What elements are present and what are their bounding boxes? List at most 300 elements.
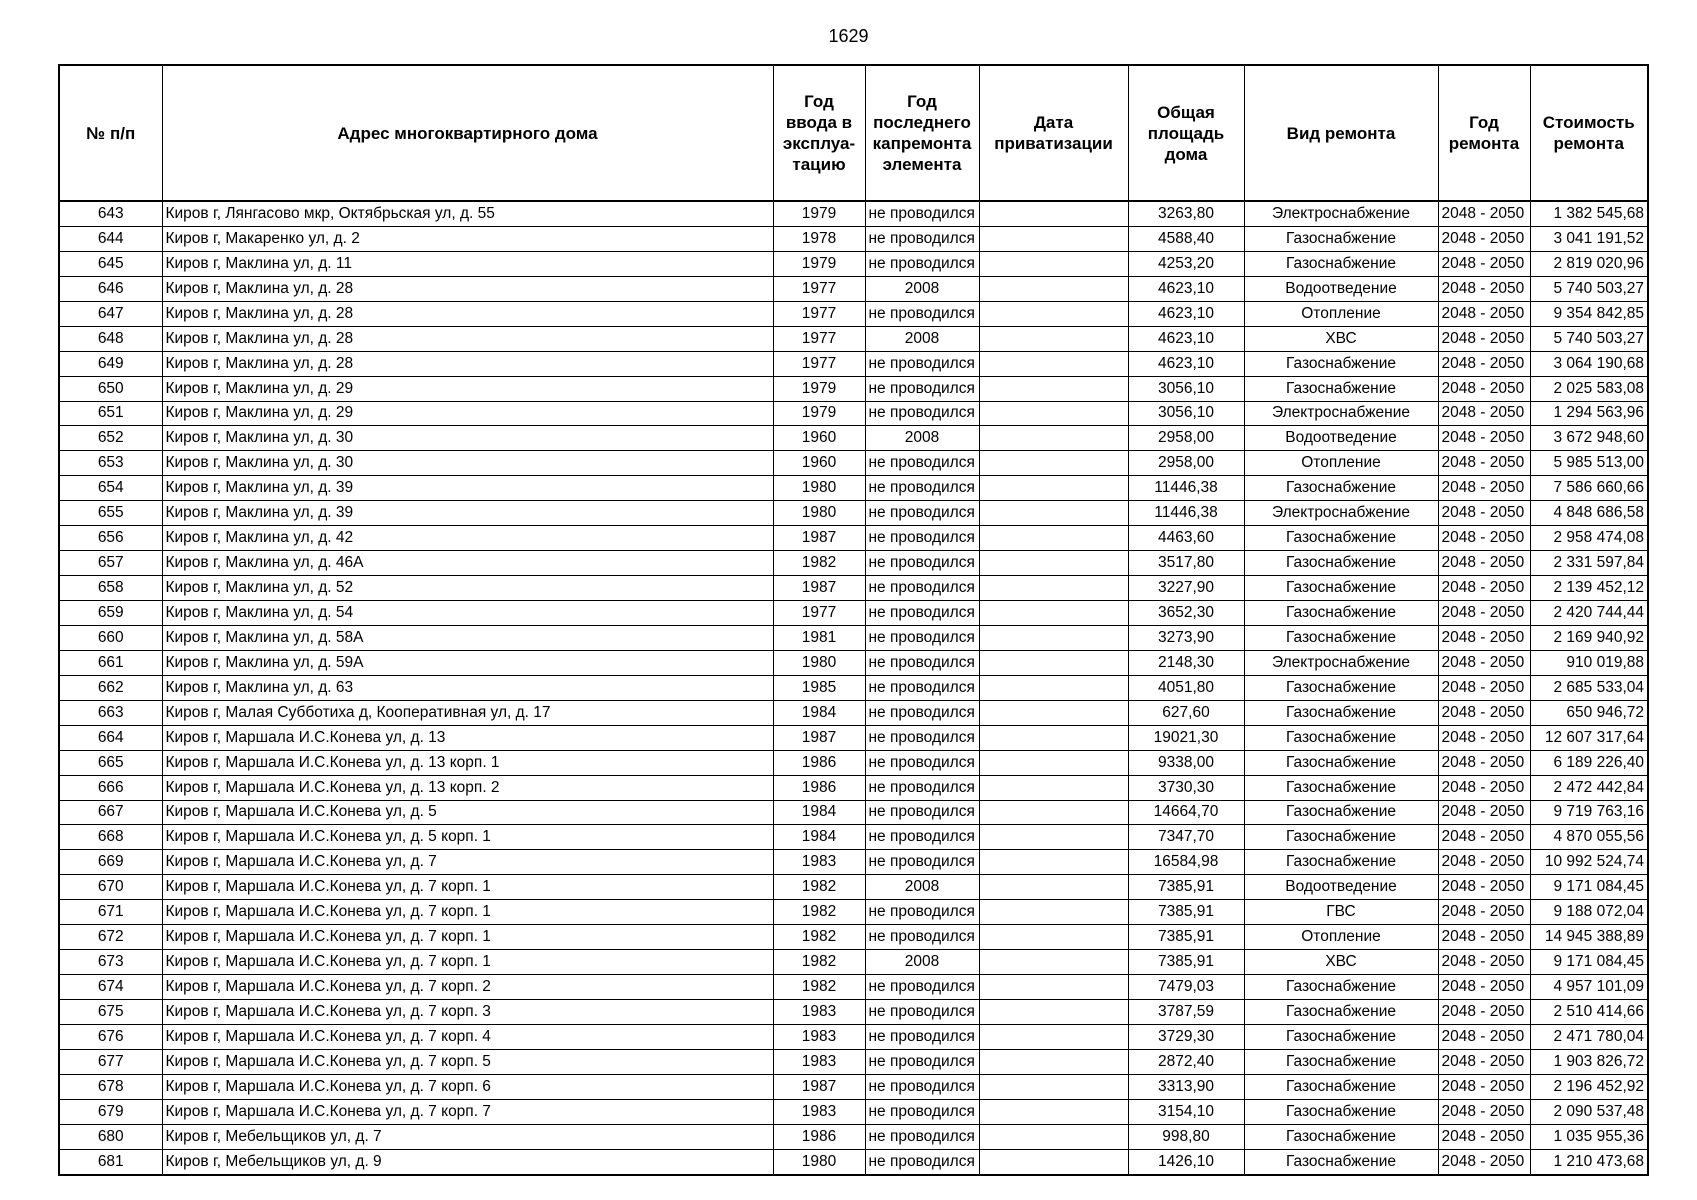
cell-year-built: 1977 xyxy=(773,301,865,326)
last-repair-year: 2008 xyxy=(904,279,940,297)
cell-area: 3729,30 xyxy=(1128,1024,1244,1049)
table-row xyxy=(59,376,1648,401)
cell-num: 669 xyxy=(59,850,162,875)
cell-num: 675 xyxy=(59,1000,162,1025)
cell-privatization xyxy=(979,1049,1128,1074)
cell-address: Киров г, Маклина ул, д. 46А xyxy=(162,551,773,576)
cell-address: Киров г, Мебельщиков ул, д. 7 xyxy=(162,1124,773,1149)
cell-last-repair: не проводился xyxy=(865,650,979,675)
cell-last-repair: не проводился xyxy=(865,800,979,825)
cell-repair-type: Газоснабжение xyxy=(1244,1024,1438,1049)
cell-num: 680 xyxy=(59,1124,162,1149)
cell-num: 646 xyxy=(59,276,162,301)
cell-cost: 3 064 190,68 xyxy=(1530,351,1648,376)
table-row xyxy=(59,650,1648,675)
cell-num: 662 xyxy=(59,675,162,700)
cell-year-built: 1981 xyxy=(773,625,865,650)
cell-cost: 5 740 503,27 xyxy=(1530,276,1648,301)
cell-year-built: 1986 xyxy=(773,775,865,800)
cell-area: 14664,70 xyxy=(1128,800,1244,825)
table-header-row xyxy=(59,65,1648,201)
cell-year-built: 1982 xyxy=(773,900,865,925)
cell-area: 3652,30 xyxy=(1128,601,1244,626)
cell-privatization xyxy=(979,201,1128,226)
cell-area: 4623,10 xyxy=(1128,276,1244,301)
cell-year-built: 1979 xyxy=(773,251,865,276)
table-row xyxy=(59,775,1648,800)
cell-area: 3313,90 xyxy=(1128,1074,1244,1099)
cell-cost: 1 210 473,68 xyxy=(1530,1149,1648,1174)
cell-last-repair: не проводился xyxy=(865,201,979,226)
cell-repair-year: 2048 - 2050 xyxy=(1438,1074,1530,1099)
cell-privatization xyxy=(979,700,1128,725)
table-row xyxy=(59,251,1648,276)
cell-cost: 2 331 597,84 xyxy=(1530,551,1648,576)
cell-repair-year: 2048 - 2050 xyxy=(1438,1124,1530,1149)
cell-repair-type: ХВС xyxy=(1244,950,1438,975)
table-row xyxy=(59,301,1648,326)
cell-num: 649 xyxy=(59,351,162,376)
cell-repair-type: Газоснабжение xyxy=(1244,1099,1438,1124)
cell-last-repair xyxy=(865,950,979,975)
cell-repair-year: 2048 - 2050 xyxy=(1438,276,1530,301)
cell-area: 2958,00 xyxy=(1128,451,1244,476)
cell-num: 677 xyxy=(59,1049,162,1074)
cell-last-repair: не проводился xyxy=(865,1149,979,1174)
cell-address: Киров г, Маршала И.С.Конева ул, д. 5 корп. 1 xyxy=(162,825,773,850)
cell-repair-type: Газоснабжение xyxy=(1244,251,1438,276)
cell-last-repair: не проводился xyxy=(865,526,979,551)
header-area: Общая площадь дома xyxy=(1128,65,1244,201)
cell-privatization xyxy=(979,226,1128,251)
cell-repair-type: Газоснабжение xyxy=(1244,775,1438,800)
cell-last-repair: не проводился xyxy=(865,476,979,501)
cell-num: 663 xyxy=(59,700,162,725)
cell-repair-type: Газоснабжение xyxy=(1244,376,1438,401)
cell-repair-year: 2048 - 2050 xyxy=(1438,326,1530,351)
cell-area: 627,60 xyxy=(1128,700,1244,725)
cell-address: Киров г, Маклина ул, д. 28 xyxy=(162,301,773,326)
cell-privatization xyxy=(979,376,1128,401)
cell-privatization xyxy=(979,501,1128,526)
cell-repair-year: 2048 - 2050 xyxy=(1438,201,1530,226)
table-row xyxy=(59,401,1648,426)
cell-privatization xyxy=(979,950,1128,975)
cell-address: Киров г, Маршала И.С.Конева ул, д. 7 корп. 7 xyxy=(162,1099,773,1124)
table-row xyxy=(59,825,1648,850)
cell-last-repair: не проводился xyxy=(865,850,979,875)
cell-num: 679 xyxy=(59,1099,162,1124)
cell-area: 4253,20 xyxy=(1128,251,1244,276)
cell-area: 4623,10 xyxy=(1128,301,1244,326)
table-row xyxy=(59,925,1648,950)
cell-repair-type: Газоснабжение xyxy=(1244,351,1438,376)
cell-area: 3787,59 xyxy=(1128,1000,1244,1025)
last-repair-year: 2008 xyxy=(904,329,940,347)
table-row xyxy=(59,1149,1648,1174)
cell-repair-year: 2048 - 2050 xyxy=(1438,1149,1530,1174)
cell-num: 668 xyxy=(59,825,162,850)
cell-year-built: 1986 xyxy=(773,750,865,775)
repair-table xyxy=(58,64,1649,1176)
cell-repair-year: 2048 - 2050 xyxy=(1438,700,1530,725)
cell-cost: 4 870 055,56 xyxy=(1530,825,1648,850)
cell-address: Киров г, Маклина ул, д. 29 xyxy=(162,401,773,426)
cell-last-repair xyxy=(865,426,979,451)
cell-repair-year: 2048 - 2050 xyxy=(1438,1049,1530,1074)
cell-address: Киров г, Маршала И.С.Конева ул, д. 13 корп. 1 xyxy=(162,750,773,775)
cell-repair-year: 2048 - 2050 xyxy=(1438,576,1530,601)
cell-address: Киров г, Малая Субботиха д, Кооперативная ул, д. 17 xyxy=(162,700,773,725)
table-row xyxy=(59,900,1648,925)
cell-area: 4051,80 xyxy=(1128,675,1244,700)
cell-area: 998,80 xyxy=(1128,1124,1244,1149)
cell-last-repair: не проводился xyxy=(865,251,979,276)
cell-cost: 14 945 388,89 xyxy=(1530,925,1648,950)
cell-privatization xyxy=(979,825,1128,850)
header-cost: Стоимость ремонта xyxy=(1530,65,1648,201)
table-row xyxy=(59,1124,1648,1149)
cell-repair-type: Электроснабжение xyxy=(1244,501,1438,526)
cell-year-built: 1982 xyxy=(773,950,865,975)
cell-year-built: 1982 xyxy=(773,875,865,900)
cell-last-repair: не проводился xyxy=(865,825,979,850)
cell-area: 3263,80 xyxy=(1128,201,1244,226)
cell-year-built: 1982 xyxy=(773,925,865,950)
cell-num: 660 xyxy=(59,625,162,650)
cell-num: 650 xyxy=(59,376,162,401)
cell-repair-year: 2048 - 2050 xyxy=(1438,825,1530,850)
cell-repair-type: Газоснабжение xyxy=(1244,1049,1438,1074)
cell-repair-type: Отопление xyxy=(1244,301,1438,326)
cell-privatization xyxy=(979,675,1128,700)
cell-num: 645 xyxy=(59,251,162,276)
cell-last-repair: не проводился xyxy=(865,625,979,650)
cell-privatization xyxy=(979,301,1128,326)
cell-num: 647 xyxy=(59,301,162,326)
cell-address: Киров г, Маршала И.С.Конева ул, д. 7 корп. 1 xyxy=(162,900,773,925)
cell-cost: 5 985 513,00 xyxy=(1530,451,1648,476)
cell-repair-year: 2048 - 2050 xyxy=(1438,351,1530,376)
cell-cost: 2 420 744,44 xyxy=(1530,601,1648,626)
cell-num: 657 xyxy=(59,551,162,576)
cell-last-repair: не проводился xyxy=(865,551,979,576)
table-row xyxy=(59,426,1648,451)
cell-repair-year: 2048 - 2050 xyxy=(1438,451,1530,476)
cell-repair-type: Газоснабжение xyxy=(1244,825,1438,850)
cell-cost: 2 090 537,48 xyxy=(1530,1099,1648,1124)
cell-repair-year: 2048 - 2050 xyxy=(1438,601,1530,626)
table-row xyxy=(59,1074,1648,1099)
cell-privatization xyxy=(979,925,1128,950)
table-row xyxy=(59,526,1648,551)
cell-year-built: 1979 xyxy=(773,201,865,226)
cell-repair-type: Газоснабжение xyxy=(1244,226,1438,251)
cell-privatization xyxy=(979,900,1128,925)
cell-year-built: 1987 xyxy=(773,725,865,750)
cell-last-repair: не проводился xyxy=(865,1099,979,1124)
table-row xyxy=(59,625,1648,650)
cell-cost: 1 903 826,72 xyxy=(1530,1049,1648,1074)
table-row xyxy=(59,276,1648,301)
table-row xyxy=(59,601,1648,626)
cell-year-built: 1983 xyxy=(773,1024,865,1049)
table-row xyxy=(59,1000,1648,1025)
table-row xyxy=(59,800,1648,825)
cell-repair-type: Газоснабжение xyxy=(1244,675,1438,700)
cell-repair-year: 2048 - 2050 xyxy=(1438,800,1530,825)
cell-year-built: 1980 xyxy=(773,650,865,675)
cell-num: 651 xyxy=(59,401,162,426)
cell-last-repair xyxy=(865,276,979,301)
cell-last-repair: не проводился xyxy=(865,775,979,800)
cell-address: Киров г, Мебельщиков ул, д. 9 xyxy=(162,1149,773,1174)
cell-address: Киров г, Маклина ул, д. 28 xyxy=(162,276,773,301)
cell-privatization xyxy=(979,1124,1128,1149)
cell-repair-type: Газоснабжение xyxy=(1244,576,1438,601)
cell-cost: 2 819 020,96 xyxy=(1530,251,1648,276)
cell-address: Киров г, Маклина ул, д. 39 xyxy=(162,476,773,501)
cell-num: 658 xyxy=(59,576,162,601)
cell-year-built: 1980 xyxy=(773,1149,865,1174)
cell-privatization xyxy=(979,850,1128,875)
cell-cost: 3 041 191,52 xyxy=(1530,226,1648,251)
cell-repair-type: Газоснабжение xyxy=(1244,526,1438,551)
cell-address: Киров г, Маклина ул, д. 29 xyxy=(162,376,773,401)
cell-repair-year: 2048 - 2050 xyxy=(1438,775,1530,800)
table-row xyxy=(59,950,1648,975)
cell-cost: 1 382 545,68 xyxy=(1530,201,1648,226)
table-row xyxy=(59,351,1648,376)
cell-area: 4588,40 xyxy=(1128,226,1244,251)
table-row xyxy=(59,201,1648,226)
table-row xyxy=(59,975,1648,1000)
cell-privatization xyxy=(979,1099,1128,1124)
cell-repair-year: 2048 - 2050 xyxy=(1438,1024,1530,1049)
cell-cost: 9 171 084,45 xyxy=(1530,950,1648,975)
cell-year-built: 1984 xyxy=(773,825,865,850)
cell-address: Киров г, Маклина ул, д. 30 xyxy=(162,426,773,451)
cell-num: 672 xyxy=(59,925,162,950)
cell-cost: 10 992 524,74 xyxy=(1530,850,1648,875)
cell-repair-type: Газоснабжение xyxy=(1244,750,1438,775)
cell-address: Киров г, Маршала И.С.Конева ул, д. 7 корп. 5 xyxy=(162,1049,773,1074)
cell-cost: 2 025 583,08 xyxy=(1530,376,1648,401)
cell-repair-type: Газоснабжение xyxy=(1244,625,1438,650)
cell-num: 676 xyxy=(59,1024,162,1049)
cell-cost: 2 685 533,04 xyxy=(1530,675,1648,700)
cell-privatization xyxy=(979,775,1128,800)
cell-cost: 2 471 780,04 xyxy=(1530,1024,1648,1049)
header-repair-year: Год ремонта xyxy=(1438,65,1530,201)
cell-cost: 2 139 452,12 xyxy=(1530,576,1648,601)
cell-repair-type: Газоснабжение xyxy=(1244,551,1438,576)
cell-privatization xyxy=(979,750,1128,775)
cell-address: Киров г, Маклина ул, д. 58А xyxy=(162,625,773,650)
cell-repair-year: 2048 - 2050 xyxy=(1438,850,1530,875)
cell-address: Киров г, Макаренко ул, д. 2 xyxy=(162,226,773,251)
cell-area: 7385,91 xyxy=(1128,875,1244,900)
cell-repair-type: Водоотведение xyxy=(1244,276,1438,301)
cell-repair-type: Электроснабжение xyxy=(1244,401,1438,426)
cell-address: Киров г, Маршала И.С.Конева ул, д. 13 корп. 2 xyxy=(162,775,773,800)
cell-last-repair: не проводился xyxy=(865,750,979,775)
cell-repair-type: Газоснабжение xyxy=(1244,725,1438,750)
cell-address: Киров г, Маклина ул, д. 63 xyxy=(162,675,773,700)
cell-area: 2148,30 xyxy=(1128,650,1244,675)
cell-cost: 2 958 474,08 xyxy=(1530,526,1648,551)
cell-repair-year: 2048 - 2050 xyxy=(1438,925,1530,950)
cell-repair-type: Газоснабжение xyxy=(1244,601,1438,626)
cell-privatization xyxy=(979,800,1128,825)
cell-cost: 2 196 452,92 xyxy=(1530,1074,1648,1099)
header-address: Адрес многоквартирного дома xyxy=(162,65,773,201)
page-number: 1629 xyxy=(828,26,869,46)
cell-address: Киров г, Маршала И.С.Конева ул, д. 7 корп. 1 xyxy=(162,950,773,975)
cell-repair-year: 2048 - 2050 xyxy=(1438,426,1530,451)
cell-repair-year: 2048 - 2050 xyxy=(1438,975,1530,1000)
cell-num: 664 xyxy=(59,725,162,750)
cell-last-repair: не проводился xyxy=(865,301,979,326)
cell-area: 9338,00 xyxy=(1128,750,1244,775)
cell-last-repair: не проводился xyxy=(865,226,979,251)
cell-address: Киров г, Маклина ул, д. 28 xyxy=(162,326,773,351)
cell-privatization xyxy=(979,725,1128,750)
cell-cost: 2 169 940,92 xyxy=(1530,625,1648,650)
table-row xyxy=(59,675,1648,700)
table-row xyxy=(59,326,1648,351)
cell-num: 671 xyxy=(59,900,162,925)
cell-repair-type: Электроснабжение xyxy=(1244,201,1438,226)
cell-area: 7385,91 xyxy=(1128,950,1244,975)
cell-cost: 9 354 842,85 xyxy=(1530,301,1648,326)
cell-last-repair: не проводился xyxy=(865,1124,979,1149)
table-row xyxy=(59,850,1648,875)
cell-year-built: 1986 xyxy=(773,1124,865,1149)
cell-cost: 910 019,88 xyxy=(1530,650,1648,675)
cell-privatization xyxy=(979,975,1128,1000)
cell-year-built: 1984 xyxy=(773,800,865,825)
cell-cost: 9 188 072,04 xyxy=(1530,900,1648,925)
cell-address: Киров г, Маршала И.С.Конева ул, д. 7 корп. 6 xyxy=(162,1074,773,1099)
cell-year-built: 1983 xyxy=(773,1049,865,1074)
cell-year-built: 1983 xyxy=(773,850,865,875)
cell-year-built: 1977 xyxy=(773,351,865,376)
cell-area: 7479,03 xyxy=(1128,975,1244,1000)
cell-privatization xyxy=(979,351,1128,376)
cell-address: Киров г, Маршала И.С.Конева ул, д. 7 корп. 3 xyxy=(162,1000,773,1025)
cell-repair-year: 2048 - 2050 xyxy=(1438,226,1530,251)
cell-repair-type: ГВС xyxy=(1244,900,1438,925)
cell-privatization xyxy=(979,526,1128,551)
cell-last-repair: не проводился xyxy=(865,576,979,601)
cell-repair-type: Отопление xyxy=(1244,925,1438,950)
cell-area: 1426,10 xyxy=(1128,1149,1244,1174)
header-num: № п/п xyxy=(59,65,162,201)
cell-address: Киров г, Маршала И.С.Конева ул, д. 5 xyxy=(162,800,773,825)
cell-num: 673 xyxy=(59,950,162,975)
cell-last-repair: не проводился xyxy=(865,451,979,476)
cell-cost: 5 740 503,27 xyxy=(1530,326,1648,351)
cell-repair-year: 2048 - 2050 xyxy=(1438,401,1530,426)
cell-last-repair: не проводился xyxy=(865,351,979,376)
cell-address: Киров г, Маршала И.С.Конева ул, д. 7 корп. 1 xyxy=(162,875,773,900)
cell-address: Киров г, Маклина ул, д. 59А xyxy=(162,650,773,675)
cell-repair-type: Водоотведение xyxy=(1244,875,1438,900)
cell-repair-type: Газоснабжение xyxy=(1244,1149,1438,1174)
last-repair-year: 2008 xyxy=(904,953,940,971)
cell-repair-year: 2048 - 2050 xyxy=(1438,476,1530,501)
cell-address: Киров г, Маклина ул, д. 39 xyxy=(162,501,773,526)
cell-cost: 1 035 955,36 xyxy=(1530,1124,1648,1149)
cell-num: 653 xyxy=(59,451,162,476)
table-row xyxy=(59,226,1648,251)
cell-address: Киров г, Маклина ул, д. 54 xyxy=(162,601,773,626)
cell-last-repair: не проводился xyxy=(865,1049,979,1074)
cell-cost: 9 171 084,45 xyxy=(1530,875,1648,900)
cell-year-built: 1987 xyxy=(773,526,865,551)
cell-cost: 2 472 442,84 xyxy=(1530,775,1648,800)
cell-privatization xyxy=(979,625,1128,650)
cell-repair-year: 2048 - 2050 xyxy=(1438,675,1530,700)
table-row xyxy=(59,725,1648,750)
cell-last-repair: не проводился xyxy=(865,1074,979,1099)
cell-area: 4623,10 xyxy=(1128,351,1244,376)
cell-year-built: 1985 xyxy=(773,675,865,700)
cell-address: Киров г, Маклина ул, д. 28 xyxy=(162,351,773,376)
cell-repair-type: Газоснабжение xyxy=(1244,1000,1438,1025)
cell-area: 3517,80 xyxy=(1128,551,1244,576)
cell-num: 667 xyxy=(59,800,162,825)
cell-num: 666 xyxy=(59,775,162,800)
cell-year-built: 1987 xyxy=(773,576,865,601)
table-row xyxy=(59,1099,1648,1124)
cell-repair-type: ХВС xyxy=(1244,326,1438,351)
cell-repair-year: 2048 - 2050 xyxy=(1438,1000,1530,1025)
cell-privatization xyxy=(979,1000,1128,1025)
cell-repair-type: Отопление xyxy=(1244,451,1438,476)
cell-last-repair: не проводился xyxy=(865,700,979,725)
cell-repair-type: Газоснабжение xyxy=(1244,850,1438,875)
cell-year-built: 1977 xyxy=(773,601,865,626)
cell-address: Киров г, Маршала И.С.Конева ул, д. 7 корп. 2 xyxy=(162,975,773,1000)
cell-repair-year: 2048 - 2050 xyxy=(1438,551,1530,576)
cell-cost: 12 607 317,64 xyxy=(1530,725,1648,750)
cell-repair-type: Газоснабжение xyxy=(1244,800,1438,825)
cell-address: Киров г, Маршала И.С.Конева ул, д. 7 xyxy=(162,850,773,875)
cell-num: 678 xyxy=(59,1074,162,1099)
cell-area: 3273,90 xyxy=(1128,625,1244,650)
cell-repair-year: 2048 - 2050 xyxy=(1438,301,1530,326)
cell-repair-year: 2048 - 2050 xyxy=(1438,376,1530,401)
cell-privatization xyxy=(979,875,1128,900)
cell-year-built: 1984 xyxy=(773,700,865,725)
cell-repair-type: Газоснабжение xyxy=(1244,476,1438,501)
cell-num: 665 xyxy=(59,750,162,775)
cell-address: Киров г, Маклина ул, д. 30 xyxy=(162,451,773,476)
cell-area: 3154,10 xyxy=(1128,1099,1244,1124)
cell-repair-year: 2048 - 2050 xyxy=(1438,501,1530,526)
cell-repair-year: 2048 - 2050 xyxy=(1438,251,1530,276)
cell-num: 670 xyxy=(59,875,162,900)
cell-num: 655 xyxy=(59,501,162,526)
cell-area: 11446,38 xyxy=(1128,476,1244,501)
cell-privatization xyxy=(979,601,1128,626)
cell-year-built: 1977 xyxy=(773,276,865,301)
cell-cost: 9 719 763,16 xyxy=(1530,800,1648,825)
cell-last-repair: не проводился xyxy=(865,501,979,526)
cell-repair-type: Водоотведение xyxy=(1244,426,1438,451)
